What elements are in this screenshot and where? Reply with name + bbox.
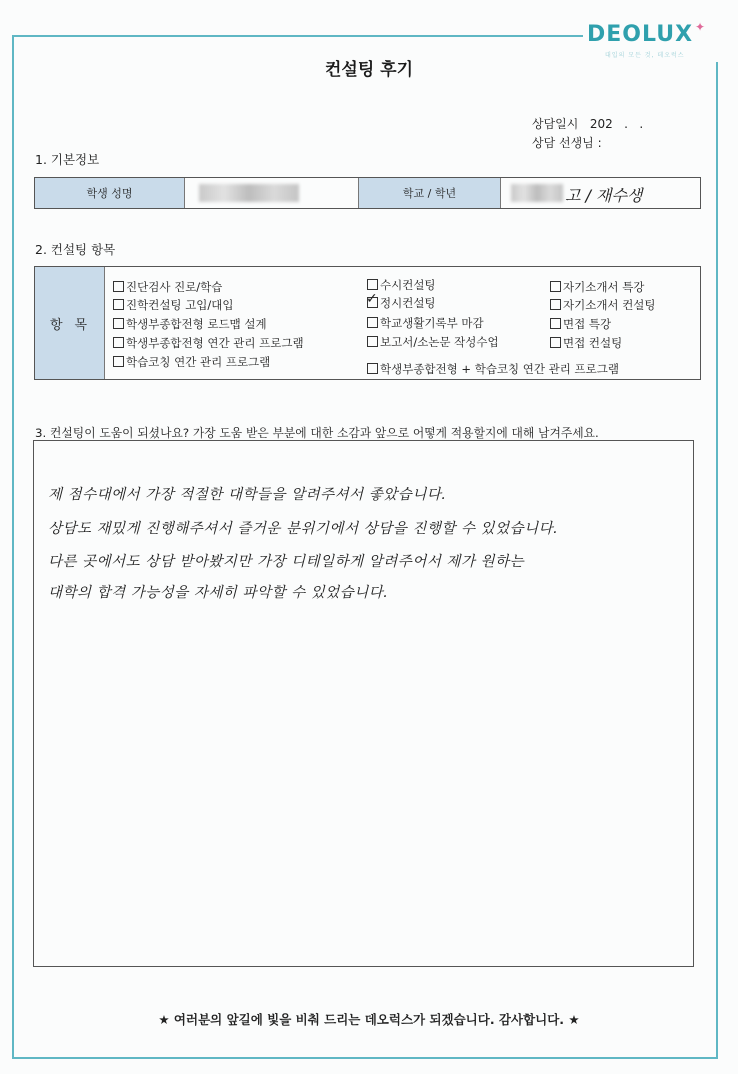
checkbox[interactable] — [367, 317, 378, 328]
item-combined-program[interactable]: 학생부종합전형 + 학습코칭 연간 관리 프로그램 — [367, 361, 619, 377]
feedback-box[interactable] — [33, 440, 694, 967]
item-admission-consulting[interactable]: 진학컨설팅 고입/대입 — [113, 297, 234, 313]
basic-info-table — [34, 177, 701, 209]
consult-date-value: 202 . . — [589, 117, 644, 131]
item-school-record[interactable]: 학교생활기록부 마감 — [367, 315, 484, 331]
item-diagnostic[interactable]: 진단검사 진로/학습 — [113, 279, 222, 295]
school-grade-field — [501, 178, 700, 208]
checkbox-checked[interactable] — [366, 291, 378, 308]
checkbox[interactable] — [367, 336, 378, 347]
item-report-class[interactable]: 보고서/소논문 작성수업 — [367, 334, 499, 350]
student-name-field — [185, 178, 359, 208]
item-interview-lecture[interactable]: 면접 특강 — [550, 316, 611, 332]
section-items-heading: 2. 컨설팅 항목 — [35, 242, 116, 257]
checkbox[interactable] — [367, 363, 378, 374]
logo-text: DEOLUX — [587, 22, 694, 47]
checkbox[interactable] — [367, 279, 378, 290]
school-grade-label: 학교 / 학년 — [359, 178, 501, 208]
consult-date — [532, 115, 643, 132]
item-coaching-program[interactable]: 학습코칭 연간 관리 프로그램 — [113, 354, 270, 370]
consult-teacher: 상담 선생님 : — [532, 136, 602, 150]
item-annual-program[interactable]: 학생부종합전형 연간 관리 프로그램 — [113, 335, 304, 351]
checkbox[interactable] — [113, 281, 124, 292]
checkbox[interactable] — [550, 281, 561, 292]
checkbox[interactable] — [113, 337, 124, 348]
feedback-line: 제 점수대에서 가장 적절한 대학들을 알려주셔서 좋았습니다. — [48, 487, 447, 503]
checkbox[interactable] — [113, 356, 124, 367]
checkbox[interactable] — [550, 337, 561, 348]
school-grade-handwriting: 고 / 재수생 — [565, 186, 643, 205]
section-feedback-heading: 3. 컨설팅이 도움이 되셨나요? 가장 도움 받은 부분에 대한 소감과 앞으로 어떻게 적용할지에 대해 남겨주세요. — [35, 426, 599, 440]
item-susi[interactable]: 수시컨설팅 — [367, 277, 436, 293]
section-basic-info-heading: 1. 기본정보 — [35, 152, 100, 167]
redacted-school — [511, 184, 563, 202]
item-essay-lecture[interactable]: 자기소개서 특강 — [550, 279, 644, 295]
items-header: 항목 — [35, 267, 105, 379]
consulting-items-table — [34, 266, 701, 380]
feedback-line: 대학의 합격 가능성을 자세히 파악할 수 있었습니다. — [48, 585, 389, 601]
footer-message: ★ 여러분의 앞길에 빛을 비춰 드리는 데오럭스가 되겠습니다. 감사합니다. ★ — [158, 1012, 580, 1027]
feedback-line: 상담도 재밌게 진행해주셔서 즐거운 분위기에서 상담을 진행할 수 있었습니다. — [48, 521, 559, 537]
item-interview-consulting[interactable]: 면접 컨설팅 — [550, 335, 622, 351]
student-name-label: 학생 성명 — [35, 178, 185, 208]
items-body — [105, 267, 700, 379]
consult-date-label: 상담일시 — [532, 117, 579, 131]
page-title: 컨설팅 후기 — [324, 60, 414, 80]
logo-tagline: 대입의 모든 것, 데오럭스 — [605, 52, 685, 59]
item-roadmap[interactable]: 학생부종합전형 로드맵 설계 — [113, 316, 267, 332]
feedback-line: 다른 곳에서도 상담 받아봤지만 가장 디테일하게 알려주어서 제가 원하는 — [48, 554, 525, 570]
checkbox[interactable] — [113, 299, 124, 310]
item-essay-consulting[interactable]: 자기소개서 컨설팅 — [550, 297, 656, 313]
check-mark-icon: ✓ — [366, 291, 378, 307]
checkbox[interactable] — [550, 318, 561, 329]
checkbox[interactable] — [550, 299, 561, 310]
item-jeongsi[interactable]: ✓ 정시컨설팅 — [366, 291, 436, 310]
redacted-name — [199, 184, 299, 202]
checkbox[interactable] — [113, 318, 124, 329]
sparkle-icon: ✦ — [695, 20, 706, 34]
